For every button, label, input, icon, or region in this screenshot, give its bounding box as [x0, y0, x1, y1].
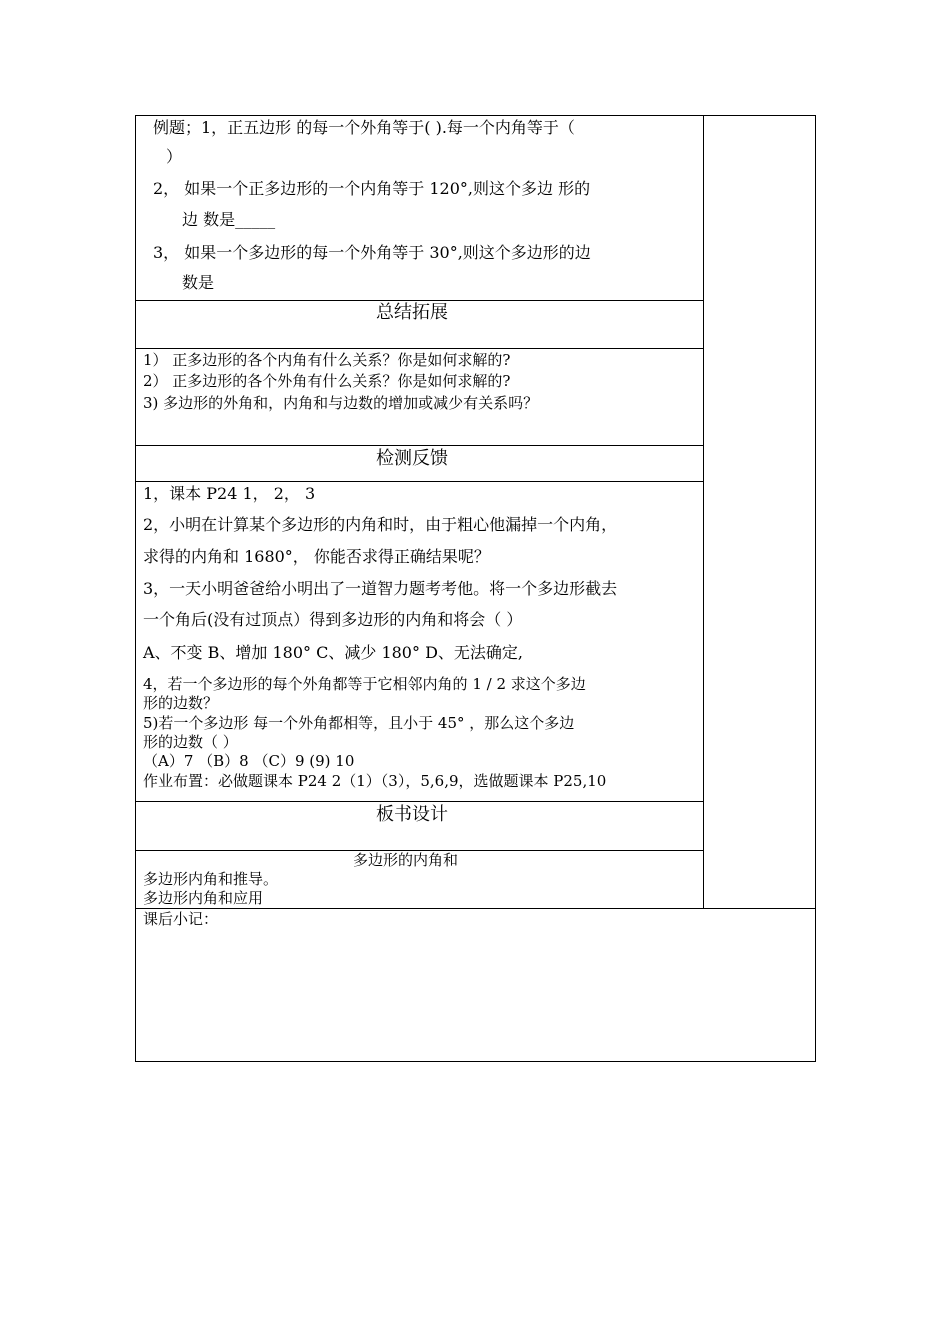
feedback-item-5: 5)若一个多边形 每一个外角都相等，且小于 45° ，那么这个多边 [143, 714, 575, 732]
summary-heading: 总结拓展 [376, 302, 448, 323]
example-line-1: 例题；1，正五边形 的每一个外角等于( ).每一个内角等于（ [153, 118, 575, 137]
example-line-2-cont: 边 数是_____ [182, 210, 276, 229]
feedback-item-1: 1，课本 P24 1， 2， 3 [143, 484, 316, 503]
row-divider [135, 300, 704, 301]
feedback-item-3: 3，一天小明爸爸给小明出了一道智力题考考他。将一个多边形截去 [143, 579, 618, 598]
board-line-2: 多边形内角和应用 [143, 889, 264, 907]
feedback-heading: 检测反馈 [376, 448, 448, 469]
example-line-1-cont: ） [166, 147, 183, 166]
right-column-divider [703, 115, 704, 909]
feedback-item-3-cont: 一个角后(没有过顶点）得到多边形的内角和将会（ ） [143, 610, 523, 629]
row-divider [135, 445, 704, 446]
row-divider [135, 348, 704, 349]
feedback-item-3-options: A、不变 B、增加 180° C、减少 180° D、无法确定, [143, 643, 523, 662]
example-line-3-cont: 数是 [182, 273, 215, 292]
row-divider [135, 481, 704, 482]
example-line-2: 2， 如果一个正多边形的一个内角等于 120°,则这个多边 形的 [153, 179, 591, 198]
board-title: 多边形的内角和 [353, 851, 459, 869]
notes-row-divider [135, 908, 816, 909]
board-heading: 板书设计 [376, 804, 448, 825]
after-class-notes-label: 课后小记： [143, 910, 219, 928]
feedback-item-4-cont: 形的边数？ [143, 694, 219, 712]
feedback-item-2: 2，小明在计算某个多边形的内角和时，由于粗心他漏掉一个内角， [143, 515, 618, 534]
summary-question-2: 2） 正多边形的各个外角有什么关系？你是如何求解的? [143, 372, 511, 390]
example-line-3: 3， 如果一个多边形的每一个外角等于 30°,则这个多边形的边 [153, 243, 591, 262]
feedback-item-2-cont: 求得的内角和 1680°， 你能否求得正确结果呢？ [143, 547, 490, 566]
row-divider [135, 801, 704, 802]
summary-question-3: 3) 多边形的外角和，内角和与边数的增加或减少有关系吗？ [143, 394, 539, 412]
feedback-item-5-options: （A）7 （B）8 （C）9 (9) 10 [143, 752, 355, 770]
feedback-item-5-cont: 形的边数（ ） [143, 733, 238, 751]
summary-question-1: 1） 正多边形的各个内角有什么关系？你是如何求解的? [143, 351, 511, 369]
feedback-item-4: 4，若一个多边形的每个外角都等于它相邻内角的 1 / 2 求这个多边 [143, 675, 586, 693]
homework-assignment: 作业布置：必做题课本 P24 2（1）（3），5,6,9，选做题课本 P25,10 [143, 772, 607, 790]
board-line-1: 多边形内角和推导。 [143, 870, 279, 888]
